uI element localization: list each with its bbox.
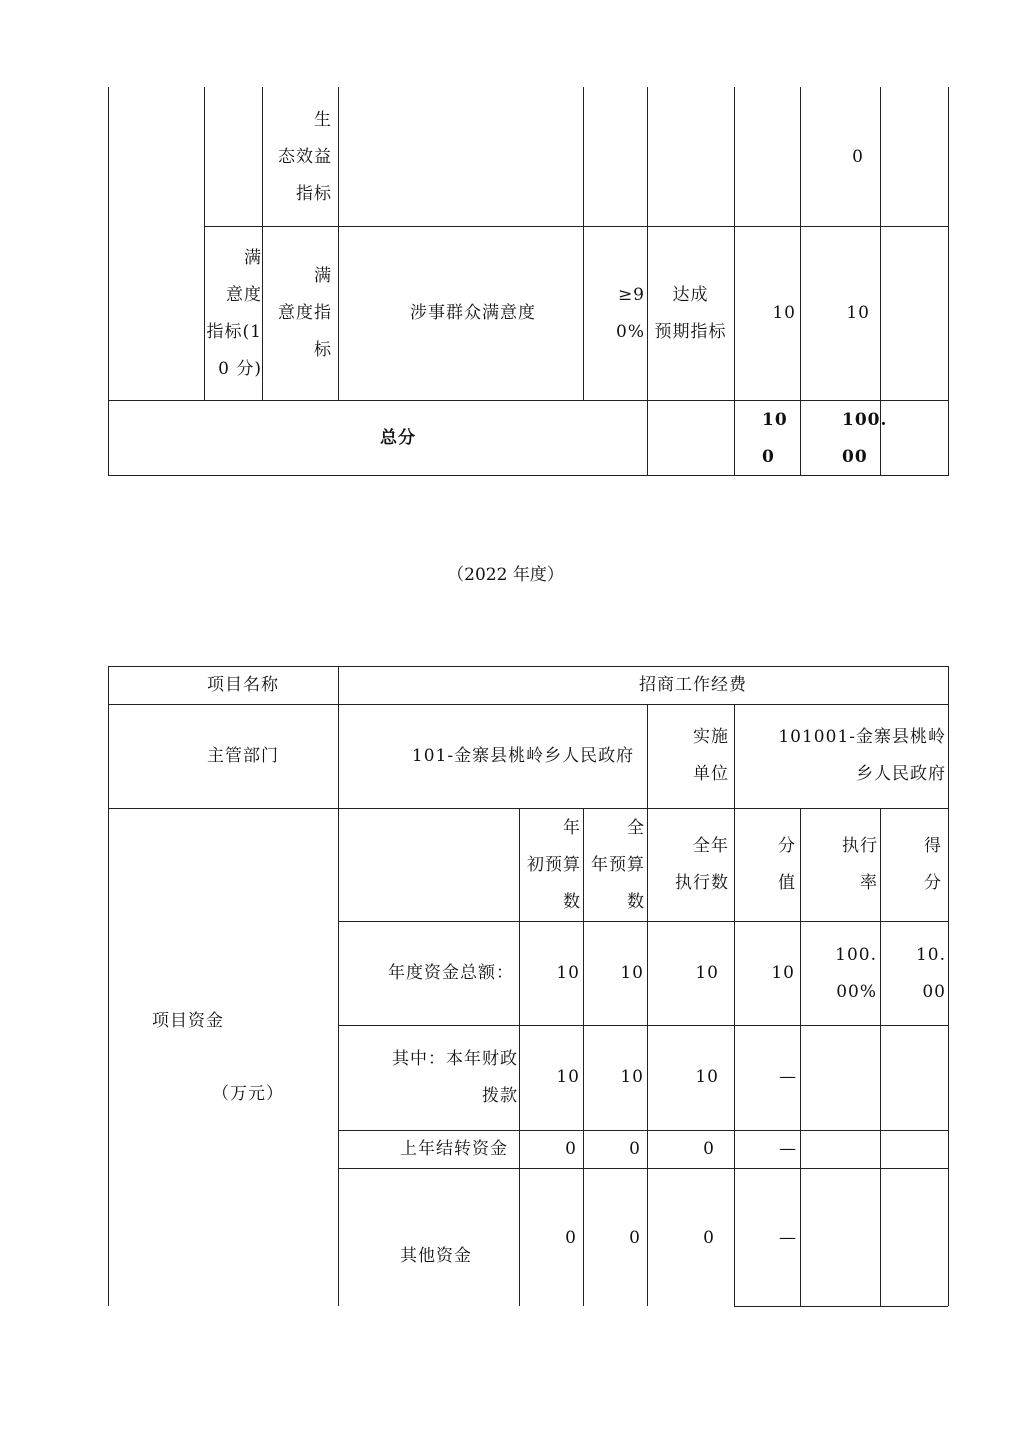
row-carryover-full: 0	[629, 1139, 641, 1159]
eco-benefit-score: 0	[852, 147, 864, 167]
row-other-label: 其他资金	[400, 1246, 472, 1266]
department-value: 101-金寨县桃岭乡人民政府	[411, 746, 635, 766]
header-weight: 分 值	[778, 836, 796, 893]
row-fiscal-full: 10	[620, 1067, 644, 1087]
row-total-full: 10	[620, 963, 644, 983]
row-total-weight: 10	[771, 963, 795, 983]
year-caption: （2022 年度）	[447, 565, 564, 585]
header-initial-budget: 年 初预算 数	[527, 818, 581, 912]
satisfaction-weight: 10	[772, 303, 796, 323]
satisfaction-category-label: 满 意度 指标(1 0 分)	[206, 248, 262, 379]
implementing-unit-label: 实施 单位	[693, 727, 729, 784]
row-carryover-executed: 0	[703, 1139, 715, 1159]
row-total-score: 10. 00	[915, 945, 946, 1002]
row-total-rate: 100. 00%	[835, 945, 877, 1002]
row-fiscal-weight: —	[779, 1067, 797, 1087]
row-other-executed: 0	[703, 1228, 715, 1248]
row-other-initial: 0	[565, 1228, 577, 1248]
header-executed: 全年 执行数	[675, 836, 729, 893]
eco-benefit-indicator-label: 生 态效益 指标	[278, 110, 332, 204]
header-execution-rate: 执行 率	[842, 836, 878, 893]
department-label: 主管部门	[207, 746, 279, 766]
project-name-label: 项目名称	[207, 675, 279, 695]
project-funds-label: 项目资金	[152, 1011, 224, 1031]
satisfaction-target-value: ≥9 0%	[616, 285, 645, 342]
project-name-value: 招商工作经费	[639, 675, 747, 695]
row-other-weight: —	[779, 1228, 797, 1248]
satisfaction-subcategory-label: 满 意度指 标	[278, 266, 332, 360]
satisfaction-indicator-name: 涉事群众满意度	[410, 303, 536, 323]
satisfaction-actual-value: 达成 预期指标	[654, 285, 727, 342]
row-carryover-initial: 0	[565, 1139, 577, 1159]
header-full-year-budget: 全 年预算 数	[591, 818, 645, 912]
project-funds-unit: （万元）	[212, 1084, 284, 1104]
satisfaction-score: 10	[846, 303, 870, 323]
total-weight: 10 0	[762, 410, 788, 467]
row-total-initial: 10	[556, 963, 580, 983]
row-carryover-weight: —	[779, 1139, 797, 1159]
total-score: 100. 00	[842, 410, 888, 467]
row-fiscal-initial: 10	[556, 1067, 580, 1087]
row-other-full: 0	[629, 1228, 641, 1248]
row-fiscal-executed: 10	[695, 1067, 719, 1087]
total-score-label: 总分	[380, 428, 416, 448]
row-total-executed: 10	[695, 963, 719, 983]
header-score: 得 分	[924, 836, 942, 893]
row-fiscal-label: 其中：本年财政 拨款	[392, 1049, 518, 1106]
implementing-unit-value: 101001-金寨县桃岭 乡人民政府	[778, 727, 946, 784]
row-total-label: 年度资金总额：	[388, 963, 514, 983]
row-carryover-label: 上年结转资金	[400, 1139, 508, 1159]
